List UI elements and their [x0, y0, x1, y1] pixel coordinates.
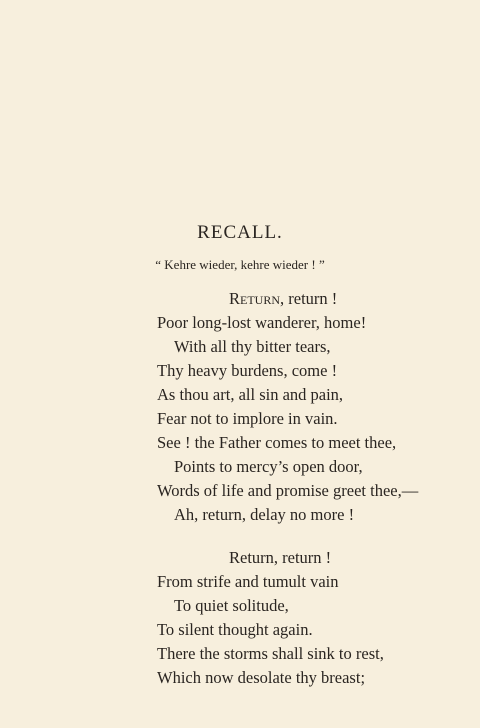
stanza1-line-3: With all thy bitter tears,	[174, 337, 331, 356]
stanza1-line-8: Points to mercy’s open door,	[174, 457, 363, 476]
stanza2-line-2: From strife and tumult vain	[157, 572, 339, 591]
stanza1-line-10: Ah, return, delay no more !	[174, 505, 355, 524]
stanza1-line-5: As thou art, all sin and pain,	[157, 385, 344, 404]
stanza1-line-9: Words of life and promise greet thee,—	[157, 481, 419, 500]
stanza2-line-4: To silent thought again.	[157, 620, 313, 639]
stanza1-line-2: Poor long-lost wanderer, home!	[157, 313, 367, 332]
stanza2-line-1: Return, return !	[229, 548, 332, 567]
stanza1-line-7: See ! the Father comes to meet thee,	[157, 433, 397, 452]
stanza1-line-4: Thy heavy burdens, come !	[157, 361, 338, 380]
stanza1-line-1	[229, 291, 337, 308]
stanza2-line-6: Which now desolate thy breast;	[157, 668, 366, 687]
stanza1-first-rest: return !	[284, 289, 338, 308]
poem-title: RECALL.	[197, 222, 283, 243]
stanza2-line-3: To quiet solitude,	[174, 596, 289, 615]
stanza1-line-6: Fear not to implore in vain.	[157, 409, 338, 428]
poem-epigraph: “ Kehre wieder, kehre wieder ! ”	[155, 257, 325, 272]
stanza2-line-5: There the storms shall sink to rest,	[157, 644, 384, 663]
stanza1-first-word: Return,	[229, 289, 285, 308]
